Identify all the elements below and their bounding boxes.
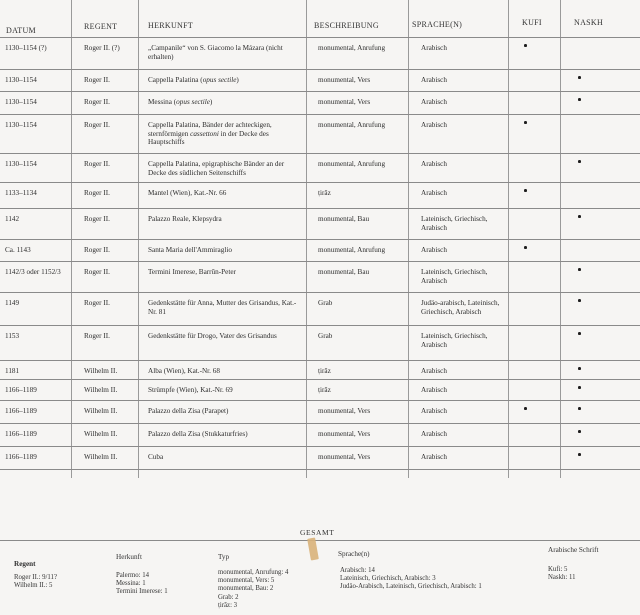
summary-sprache-label: Sprache(n) [338,550,370,558]
table-row [0,380,640,401]
cell-regent: Roger II. [84,121,110,129]
cell-herkunft: Cappella Palatina, Bänder der achteckigen, sternförmigen cassettoni in der Decke des Hauptschiffs [148,121,272,147]
kufi-dot-icon [524,121,527,124]
summary-herkunft-list [116,572,168,597]
cell-datum: 1130–1154 [5,98,37,106]
cell-beschreibung: monumental, Anrufung [318,44,386,52]
naskh-dot-icon [578,215,581,218]
summary-schrift-label: Arabische Schrift [548,546,599,554]
cell-sprache: Arabisch [421,367,447,375]
cell-beschreibung: monumental, Bau [318,215,370,223]
cell-regent: Roger II. [84,299,110,307]
table-row [0,154,640,183]
cell-datum: 1181 [5,367,20,375]
cell-regent: Roger II. [84,246,110,254]
naskh-dot-icon [578,430,581,433]
summary-herkunft-label: Herkunft [116,553,142,561]
cell-beschreibung: monumental, Anrufung [318,160,386,168]
cell-beschreibung: ṭirāz [318,386,331,394]
cell-herkunft: Cuba [148,453,164,461]
cell-regent: Roger II. [84,76,110,84]
cell-datum: 1166–1189 [5,386,37,394]
naskh-dot-icon [578,160,581,163]
cell-datum: 1130–1154 [5,76,37,84]
naskh-dot-icon [578,332,581,335]
cell-beschreibung: monumental, Vers [318,453,371,461]
table-row [0,262,640,293]
cell-herkunft: Gedenkstätte für Anna, Mutter des Grisandus, Kat.-Nr. 81 [148,299,297,316]
summary-line: Lateinisch, Griechisch, Arabisch: 3 [340,575,436,583]
table-row [0,240,640,262]
table-row [0,293,640,326]
cell-herkunft: Santa Maria dell'Ammiraglio [148,246,232,254]
summary-line: Roger II.: 9/11? [14,574,57,581]
cell-sprache: Arabisch [421,44,447,52]
summary-line: Kufi: 5 [548,566,568,573]
naskh-dot-icon [578,407,581,410]
summary-typ-list [218,569,288,610]
cell-herkunft: Alba (Wien), Kat.-Nr. 68 [148,367,220,375]
cell-sprache: Arabisch [421,160,447,168]
cell-datum: 1166–1189 [5,407,37,415]
cell-regent: Roger II. [84,215,110,223]
cell-datum: 1130–1154 [5,160,37,168]
naskh-dot-icon [578,76,581,79]
cell-beschreibung: monumental, Vers [318,76,371,84]
summary-line: Grab: 2 [218,593,239,601]
summary-line: Messina: 1 [116,580,146,588]
cell-regent: Roger II. [84,268,110,276]
summary-regent-list [14,574,57,590]
cell-beschreibung: ṭirāz [318,189,331,197]
summary-typ-label: Typ [218,553,230,561]
cell-sprache: Arabisch [421,76,447,84]
cell-herkunft: Palazzo della Zisa (Stukkaturfries) [148,430,248,438]
kufi-dot-icon [524,44,527,47]
cell-sprache: Arabisch [421,98,447,106]
summary-line: Wilhelm II.: 5 [14,582,53,590]
cell-sprache: Arabisch [421,386,447,394]
cell-sprache: Arabisch [421,453,447,461]
cell-regent: Roger II. [84,189,110,197]
cell-herkunft: Termini Imerese, Barrūn-Peter [148,268,236,276]
cell-regent: Wilhelm II. [84,407,118,415]
cell-regent: Roger II. (?) [84,44,120,52]
summary-line: Judäo-Arabisch, Lateinisch, Griechisch, Arabisch: 1 [340,583,482,591]
kufi-dot-icon [524,189,527,192]
cell-sprache: Lateinisch, Griechisch, Arabisch [421,332,488,349]
cell-datum: 1153 [5,332,20,340]
cell-datum: 1149 [5,299,20,307]
cell-datum: 1142 [5,215,20,223]
cell-datum: 1166–1189 [5,453,37,461]
cell-regent: Roger II. [84,332,110,340]
cell-herkunft: Cappella Palatina, epigraphische Bänder an der Decke des südlichen Seitenschiffs [148,160,285,177]
cell-herkunft: Cappella Palatina (opus sectile) [148,76,239,84]
cell-sprache: Arabisch [421,121,447,129]
cell-regent: Wilhelm II. [84,386,118,394]
summary-line: monumental, Vers: 5 [218,577,275,585]
cell-sprache: Arabisch [421,430,447,438]
header-regent: REGENT [84,22,118,31]
cell-herkunft: Strümpfe (Wien), Kat.-Nr. 69 [148,386,233,394]
cell-regent: Wilhelm II. [84,430,118,438]
kufi-dot-icon [524,246,527,249]
header-naskh: NASKH [574,18,604,27]
header-sprache: SPRACHE(N) [412,20,463,29]
cell-sprache: Arabisch [421,246,447,254]
cell-herkunft: Mantel (Wien), Kat.-Nr. 66 [148,189,227,197]
summary-regent-label: Regent [14,560,36,568]
summary-schrift-list [548,566,576,582]
summary-line: Arabisch: 14 [340,567,375,574]
cell-sprache: Lateinisch, Griechisch, Arabisch [421,215,488,232]
cell-datum: 1133–1134 [5,189,37,197]
summary-line: Termini Imerese: 1 [116,588,168,596]
header-datum: DATUM [6,26,36,35]
cell-datum: 1130–1154 (?) [5,44,47,52]
cell-sprache: Arabisch [421,407,447,415]
cell-herkunft: „Campanile“ von S. Giacomo la Mázara (nicht erhalten) [148,44,283,61]
cell-beschreibung: monumental, Anrufung [318,246,386,254]
summary-divider [0,540,640,541]
naskh-dot-icon [578,386,581,389]
naskh-dot-icon [578,268,581,271]
summary-line: ṭirāz: 3 [218,601,238,609]
header-beschreibung: BESCHREIBUNG [314,21,379,30]
cell-beschreibung: ṭirāz [318,367,331,375]
kufi-dot-icon [524,407,527,410]
cell-datum: Ca. 1143 [5,246,31,254]
naskh-dot-icon [578,453,581,456]
cell-regent: Roger II. [84,160,110,168]
cell-beschreibung: monumental, Vers [318,430,371,438]
cell-sprache: Judäo-arabisch, Lateinisch, Griechisch, Arabisch [421,299,500,316]
table-row [0,361,640,380]
header-kufi: KUFI [522,18,542,27]
table-row [0,92,640,115]
row-divider [0,469,640,470]
summary-line: Palermo: 14 [116,572,150,579]
summary-line: monumental, Bau: 2 [218,585,274,593]
cell-sprache: Arabisch [421,189,447,197]
table-row [0,401,640,424]
table-row [0,183,640,209]
summary-line: Naskh: 11 [548,574,576,582]
table-row [0,447,640,470]
cell-beschreibung: monumental, Bau [318,268,370,276]
cell-herkunft: Gedenkstätte für Drogo, Vater des Grisandus [148,332,277,340]
table-row [0,424,640,447]
naskh-dot-icon [578,98,581,101]
table-row [0,70,640,92]
cell-datum: 1130–1154 [5,121,37,129]
cell-datum: 1166–1189 [5,430,37,438]
cell-beschreibung: Grab [318,299,333,307]
cell-beschreibung: monumental, Vers [318,98,371,106]
naskh-dot-icon [578,299,581,302]
cell-datum: 1142/3 oder 1152/3 [5,268,61,276]
cell-herkunft: Palazzo della Zisa (Parapet) [148,407,229,415]
cell-beschreibung: monumental, Anrufung [318,121,386,129]
cell-regent: Wilhelm II. [84,453,118,461]
header-herkunft: HERKUNFT [148,21,194,30]
tape-mark [307,537,319,560]
cell-beschreibung: monumental, Vers [318,407,371,415]
cell-regent: Roger II. [84,98,110,106]
table-row [0,115,640,154]
summary-sprache-list [340,567,482,592]
table-row [0,209,640,240]
cell-sprache: Lateinisch, Griechisch, Arabisch [421,268,488,285]
summary-title: GESAMT [300,528,335,537]
cell-beschreibung: Grab [318,332,333,340]
cell-herkunft: Palazzo Reale, Klepsydra [148,215,222,223]
naskh-dot-icon [578,367,581,370]
cell-herkunft: Messina (opus sectile) [148,98,213,106]
summary-line: monumental, Anrufung: 4 [218,569,289,576]
table-row [0,38,640,70]
table-row [0,326,640,361]
cell-regent: Wilhelm II. [84,367,118,375]
